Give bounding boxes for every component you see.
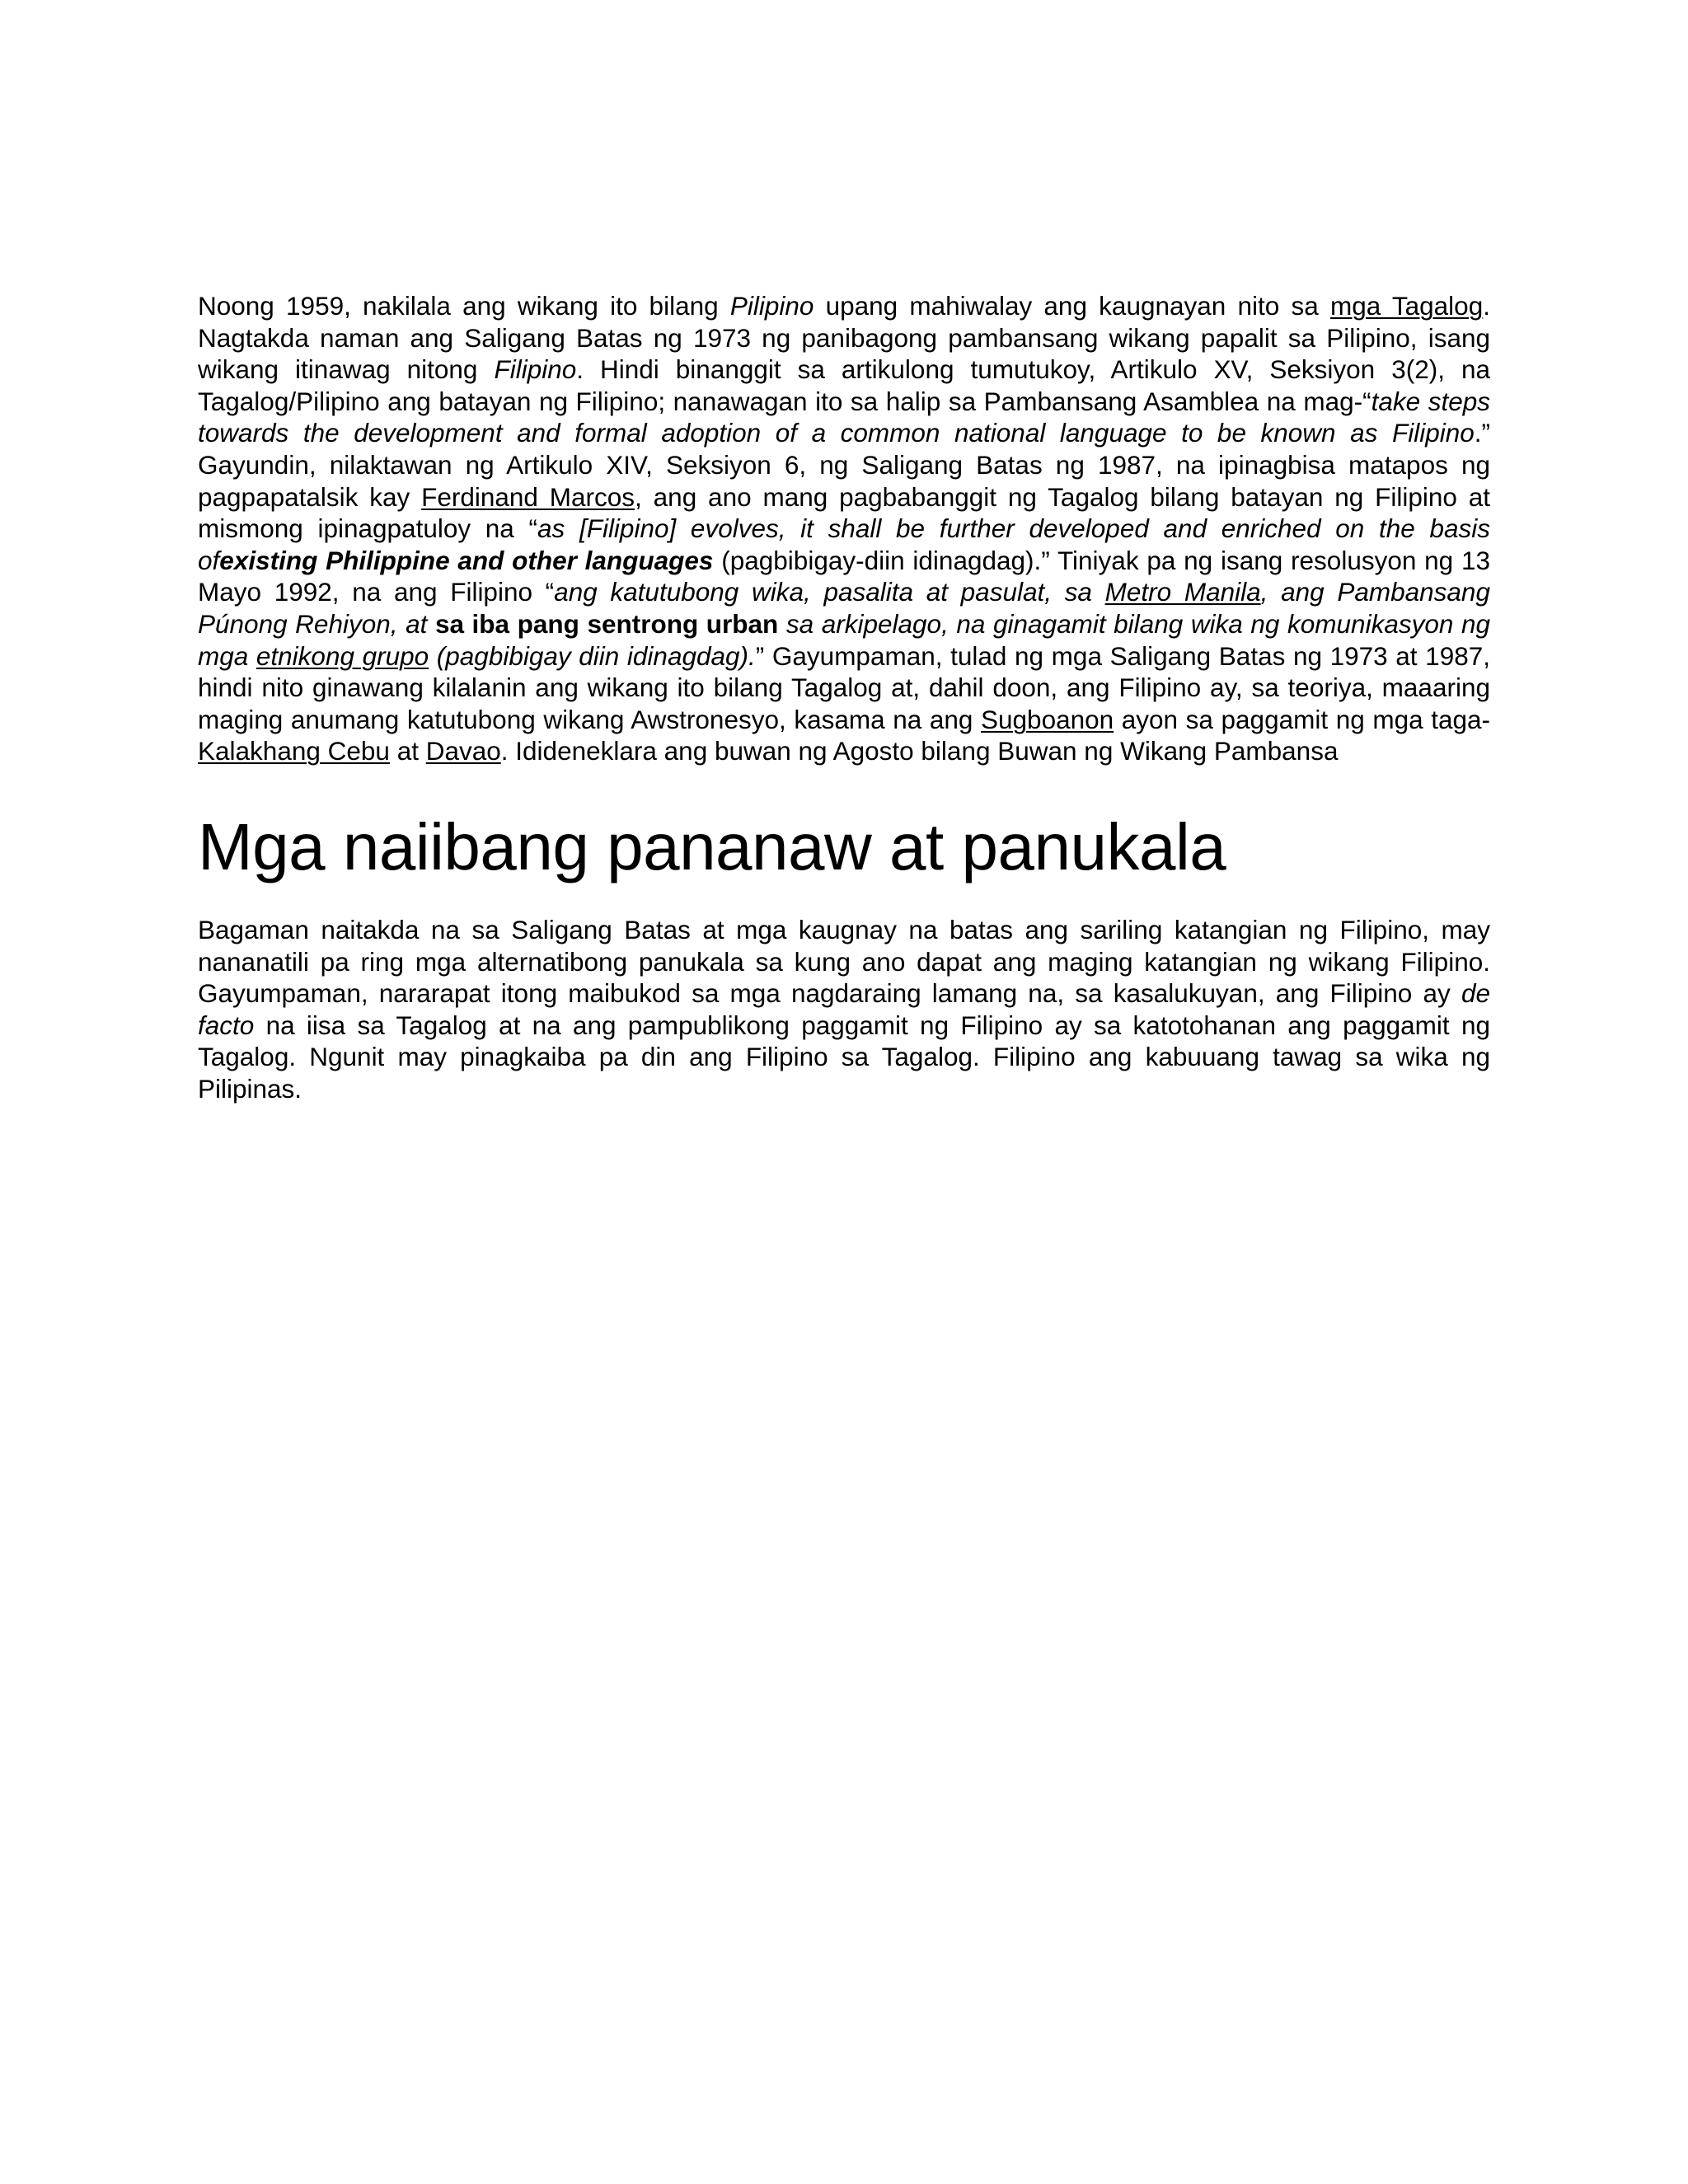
italic-quote: take steps towards the development and formal adoption of a common national language to be known as Filipino	[198, 386, 1490, 448]
italic-quote: , ang Pambansang Púnong Rehiyon, at	[198, 577, 1490, 639]
text-run: . Nagtakda naman ang Saligang Batas ng 1973 ng panibagong pambansang wikang papalit sa Pilipino, isang wikang itinawag nitong	[198, 291, 1490, 385]
text-run: , ang ano mang pagbabanggit ng Tagalog bilang batayan ng Filipino at mismong ipinagpatuloy na “	[198, 481, 1490, 544]
link-davao[interactable]: Davao	[425, 736, 501, 766]
italic-term: de facto	[198, 978, 1490, 1040]
text-run: (pagbibigay-diin idinagdag).” Tiniyak pa ng isang resolusyon ng 13 Mayo 1992, na ang Filipino “	[198, 545, 1491, 607]
text-run: upang mahiwalay ang kaugnayan nito sa	[814, 291, 1330, 321]
link-etnikong-grupo[interactable]: etnikong grupo	[256, 640, 429, 671]
text-run: ayon sa paggamit ng mga taga-	[1114, 704, 1490, 734]
text-run: Noong 1959, nakilala ang wikang ito bilang	[198, 291, 730, 321]
italic-quote: as [Filipino] evolves, it shall be further developed and enriched on the basis of	[198, 513, 1490, 575]
text-run: na iisa sa Tagalog at na ang pampublikong paggamit ng Filipino ay sa katotohanan ang paggamit ng Tagalog. Ngunit may pinagkaiba pa din ang Filipino sa Tagalog. Filipino ang kabuuang tawag sa wika ng Pilipinas.	[198, 1010, 1490, 1104]
italic-quote: (pagbibigay diin idinagdag).	[429, 640, 756, 671]
paragraph-history	[198, 290, 1490, 767]
text-run: at	[389, 736, 426, 766]
section-heading: Mga naiibang pananaw at panukala	[198, 809, 1226, 883]
link-sugboanon[interactable]: Sugboanon	[981, 704, 1114, 734]
paragraph-alternative-views	[198, 914, 1490, 1105]
text-run: Bagaman naitakda na sa Saligang Batas at mga kaugnay na batas ang sariling katangian ng Filipino, may nananatili pa ring mga alternatibong panukala sa kung ano dapat ang maging katangian ng wikang Filipino. Gayumpaman, nararapat itong maibukod sa mga nagdaraing lamang na, sa kasalukuyan, ang Filipino ay	[198, 914, 1490, 1009]
bold-emphasis: sa iba pang sentrong urban	[434, 608, 779, 639]
link-mga-tagalog[interactable]: mga Tagalog	[1329, 291, 1484, 321]
text-run: ” Gayumpaman, tulad ng mga Saligang Batas ng 1973 at 1987, hindi nito ginawang kilalanin ang wikang ito bilang Tagalog at, dahil doon, ang Filipino ay, sa teoriya, maaaring maging anumang katutubong wikang Awstronesyo, kasama na ang	[198, 640, 1490, 734]
italic-quote: ang katutubong wika, pasalita at pasulat, sa	[554, 577, 1105, 607]
italic-term: Filipino	[494, 354, 577, 385]
text-run: . Hindi binanggit sa artikulong tumutukoy, Artikulo XV, Seksiyon 3(2), na Tagalog/Pilipino ang batayan ng Filipino; nanawagan ito sa halip sa Pambansang Asamblea na mag-“	[198, 354, 1490, 416]
text-run: . Idideneklara ang buwan ng Agosto bilang Buwan ng Wikang Pambansa	[500, 736, 1339, 766]
italic-quote: sa arkipelago, na ginagamit bilang wika ng komunikasyon ng mga	[198, 608, 1490, 671]
document-page	[198, 290, 1490, 1104]
text-run: .” Gayundin, nilaktawan ng Artikulo XIV, Seksiyon 6, ng Saligang Batas ng 1987, na ipinagbisa matapos ng pagpapatalsik kay	[198, 418, 1490, 512]
italic-term: Pilipino	[729, 291, 814, 321]
link-metro-manila[interactable]: Metro Manila	[1104, 577, 1261, 607]
bold-italic-emphasis: existing Philippine and other languages	[219, 545, 714, 575]
link-ferdinand-marcos[interactable]: Ferdinand Marcos	[421, 481, 635, 512]
link-kalakhang-cebu[interactable]: Kalakhang Cebu	[198, 736, 390, 766]
